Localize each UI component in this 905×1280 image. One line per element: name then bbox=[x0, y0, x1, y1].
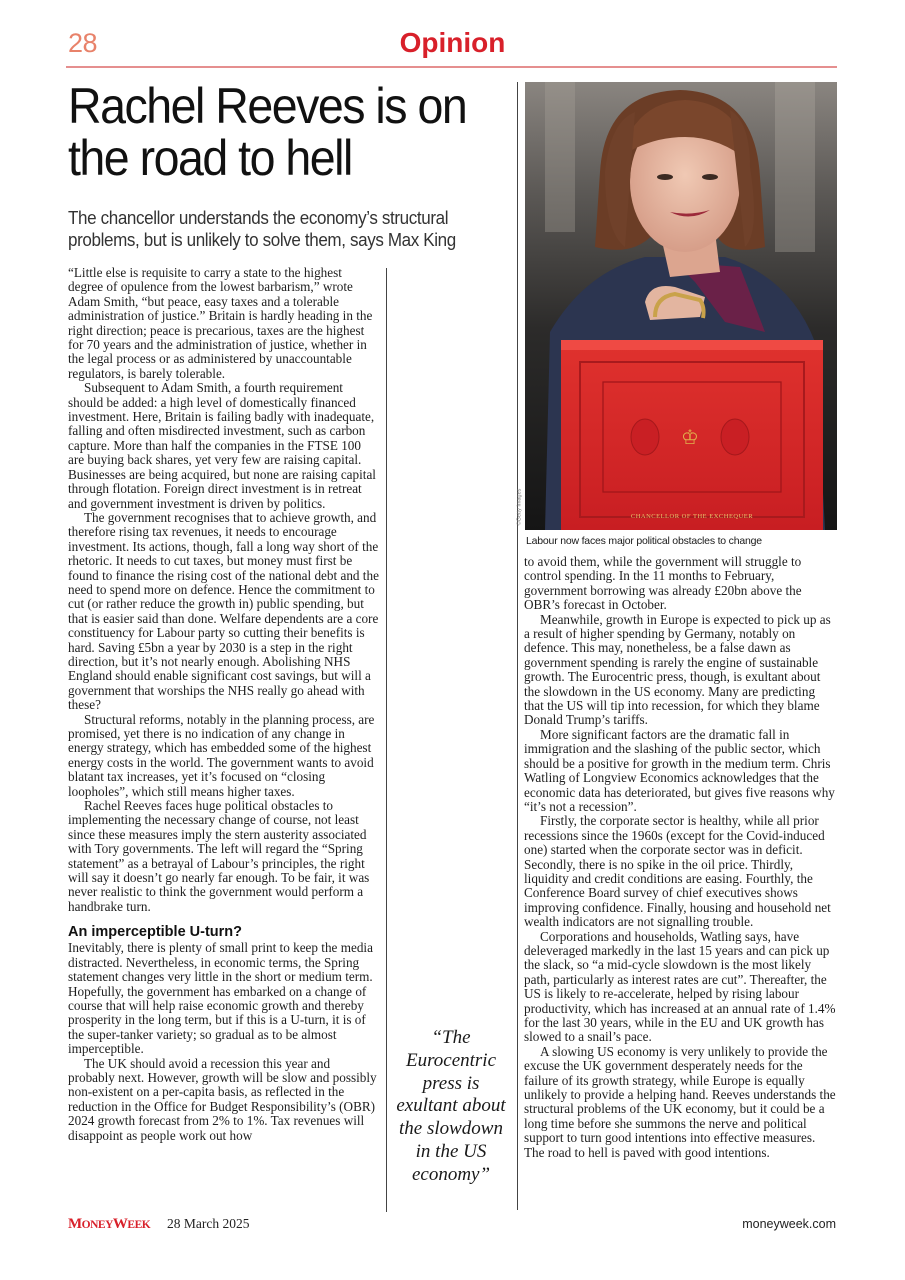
paragraph: Meanwhile, growth in Europe is expected to pick up as a result of higher spending by Germany, notably on defence. This may, nonetheless, be a false dawn as government spending is rarely the engine of sustainable growth. The Eurocentric press, though, is exultant about the slowdown in the US economy. Many are predicting that the US will tip into recession, for which they blame Donald Trump’s tariffs. bbox=[524, 611, 831, 728]
paragraph: A slowing US economy is very unlikely to provide the excuse the UK government desperately needs for the failure of its growth strategy, while Europe is equally unlikely to provide a helping hand. Reeves understands the structural problems of the UK economy, but it could be a long time before she summons the nerve and political support to turn good intentions into effective measures. The road to hell is paved with good intentions. bbox=[524, 1043, 836, 1160]
paragraph: The UK should avoid a recession this year and probably next. However, growth will be slow and possibly non-existent on a per-capita basis, as reflected in the reduction in the Office for Budget Responsibility’s (OBR) 2024 growth forecast from 2% to 1%. Tax revenues will disappoint as people work out how bbox=[68, 1055, 377, 1143]
logo-part: EEK bbox=[127, 1219, 151, 1231]
photo-credit-text: ©Getty Images bbox=[516, 488, 523, 526]
article-headline: Rachel Reeves is on the road to hell bbox=[68, 78, 467, 186]
paragraph: Structural reforms, notably in the planning process, are promised, yet there is no indication of any change in energy strategy, which has embedded some of the highest energy costs in the world. The government wants to avoid blatant tax increases, yet it’s focused on “closing loopholes”, which still means higher taxes. bbox=[68, 711, 375, 799]
paragraph: “Little else is requisite to carry a state to the highest degree of opulence from the lowest barbarism,” wrote Adam Smith, “but peace, easy taxes and a tolerable administration of justice.” Britain is hardly heading in the right direction; peace is precarious, taxes are the highest for 70 years and the administration of justice, whether in the legal process or as administered by unaccountable regulators, is barely tolerable. bbox=[68, 265, 373, 381]
column-divider bbox=[517, 82, 518, 1210]
page-number: 28 bbox=[68, 28, 98, 58]
paragraph: Subsequent to Adam Smith, a fourth requirement should be added: a high level of domestically financed investment. Here, Britain is failing badly with inadequate, falling and often misdirected investment, such as carbon capture. More than half the companies in the FTSE 100 are buying back shares, yet very few are raising capital. Businesses are being acquired, but none are raising capital through flotation. Foreign direct investment is in retreat and government investment is driven by politics. bbox=[68, 380, 376, 511]
logo-part: M bbox=[68, 1216, 82, 1232]
paragraph: More significant factors are the dramatic fall in immigration and the slashing of the public sector, which should be a positive for growth in the medium term. Chris Watling of Longview Economics acknowledges that the economic data has deteriorated, but gives five reasons why “it’s not a recession”. bbox=[524, 726, 835, 814]
right-column bbox=[524, 555, 836, 1160]
issue-date: 28 March 2025 bbox=[167, 1216, 250, 1231]
logo-part: W bbox=[112, 1216, 128, 1232]
logo-part: ONEY bbox=[81, 1219, 113, 1231]
photo-credit bbox=[517, 486, 527, 532]
subheading: An imperceptible U-turn? bbox=[68, 924, 243, 941]
section-label: Opinion bbox=[399, 27, 506, 58]
moneyweek-logo bbox=[68, 1216, 150, 1233]
column-divider bbox=[386, 268, 387, 1212]
paragraph: Firstly, the corporate sector is healthy, while all prior recessions since the 1960s (except for the Covid-induced one) started when the corporate sector was in deficit. Secondly, there is no spike in the oil price. Thirdly, liquidity and credit conditions are easing. Fourthly, the Conference Board survey of chief executives shows improving confidence. Finally, housing and household net wealth indicators are not signalling trouble. bbox=[524, 813, 831, 930]
photo-caption: Labour now faces major political obstacles to change bbox=[526, 535, 762, 547]
website-link[interactable]: moneyweek.com bbox=[742, 1217, 836, 1231]
photo-illustration bbox=[525, 82, 837, 530]
svg-text:CHANCELLOR OF THE EXCHEQUER: CHANCELLOR OF THE EXCHEQUER bbox=[630, 513, 754, 520]
paragraph: Rachel Reeves faces huge political obstacles to implementing the necessary change of course, not least since these measures imply the stern austerity associated with Tory governments. The left will regard the “Spring statement” as a betrayal of Labour’s principles, the right will say it doesn’t go nearly far enough. To be fair, it was never realistic to think the government would perform a handbrake turn. bbox=[68, 798, 370, 914]
header-divider bbox=[66, 66, 837, 68]
article-standfirst: The chancellor understands the economy’s structural problems, but is unlikely to solve them, says Max King bbox=[68, 207, 456, 250]
article-photo bbox=[525, 82, 837, 530]
left-column bbox=[68, 266, 380, 1143]
svg-text:♔: ♔ bbox=[681, 427, 699, 449]
paragraph: to avoid them, while the government will struggle to control spending. In the 11 months to February, government borrowing was already £20bn above the OBR’s forecast in October. bbox=[524, 554, 802, 613]
paragraph: Inevitably, there is plenty of small print to keep the media distracted. Nevertheless, in economic terms, the Spring statement changes very little in the short or medium term. Hopefully, the government has embarked on a change of course that will help raise economic growth and thereby prosperity in the long term, but if this is a U-turn, it is of the super-tanker variety; so gradual as to be almost imperceptible. bbox=[68, 940, 373, 1057]
pull-quote: “The Eurocentric press is exultant about the slowdown in the US economy” bbox=[396, 1027, 506, 1185]
paragraph: The government recognises that to achieve growth, and therefore rising tax revenues, it needs to encourage investment. Its actions, though, fall a long way short of the rhetoric. It needs to cut taxes, but money must first be found to finance the rising cost of the national debt and the need to spend more on defence. Hence the commitment to cut (or rather reduce the growth in) public spending, but that is easier said than done. Welfare dependents are a core constituency for Labour party so cutting their benefits is hard. Saving £5bn a year by 2030 is a step in the right direction, but it’s not nearly enough. Abolishing NHS England should enable significant cost savings, but will a government that worships the NHS really go ahead with these? bbox=[68, 509, 379, 713]
paragraph: Corporations and households, Watling says, have deleveraged markedly in the last 15 years and can pick up the slack, so “a mid-cycle slowdown is the most likely path, particularly as interest rates are cut”. Thereafter, the US is likely to re-accelerate, helped by rising labour productivity, which has increased at an annual rate of 1.4% for the last 30 years, while in the EU and UK growth has slowed to a snail’s pace. bbox=[524, 928, 836, 1045]
